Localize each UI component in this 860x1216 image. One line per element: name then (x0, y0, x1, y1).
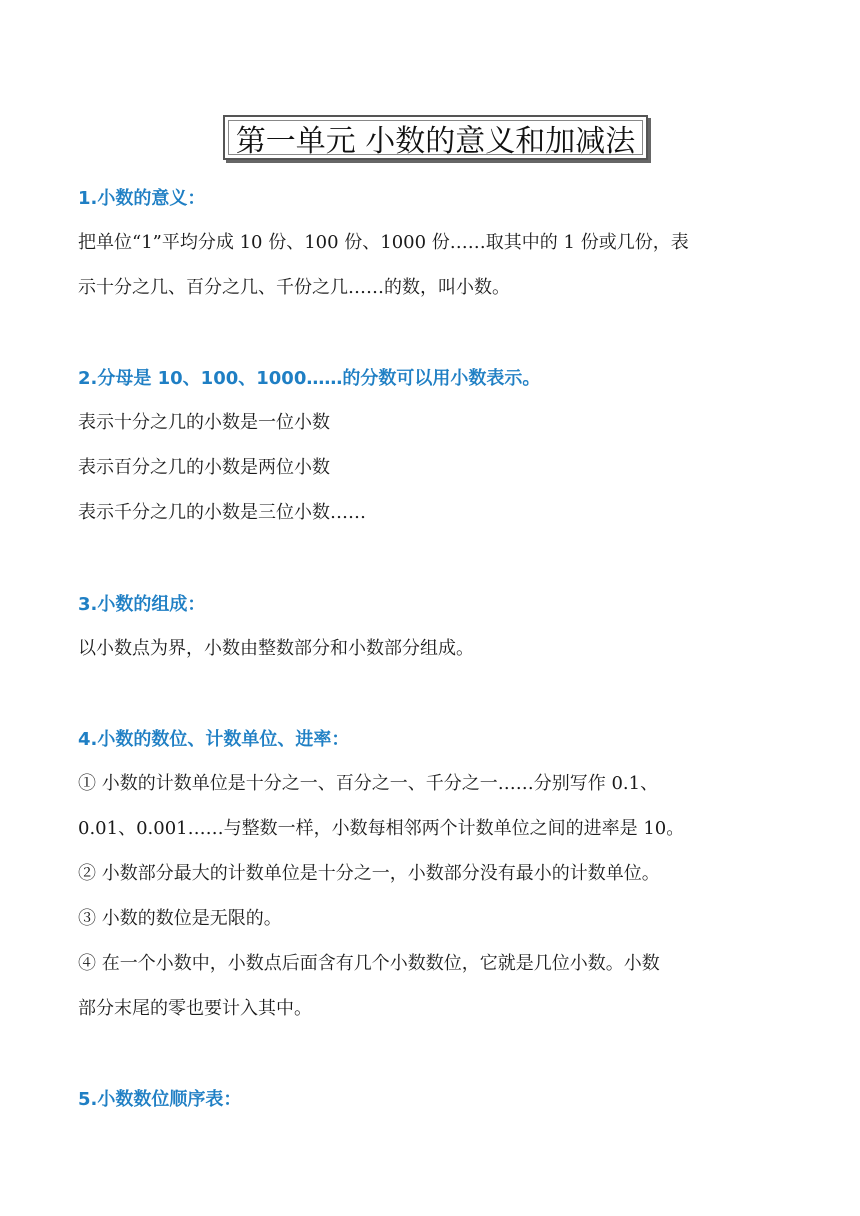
section-4-line-4: ③ 小数的数位是无限的。 (78, 908, 282, 929)
section-1-heading: 1.小数的意义： (78, 188, 206, 209)
section-2-heading: 2.分母是 10、100、1000……的分数可以用小数表示。 (78, 368, 541, 389)
section-2-line-2: 表示百分之几的小数是两位小数 (78, 457, 330, 478)
section-2-line-3: 表示千分之几的小数是三位小数…… (78, 502, 366, 523)
section-3-line-1: 以小数点为界，小数由整数部分和小数部分组成。 (78, 638, 474, 659)
title-box (223, 115, 648, 160)
section-4-heading: 4.小数的数位、计数单位、进率： (78, 729, 350, 750)
section-5-heading: 5.小数数位顺序表： (78, 1089, 242, 1110)
section-4-line-6: 部分末尾的零也要计入其中。 (78, 998, 312, 1019)
page-title: 第一单元 小数的意义和加减法 (235, 123, 636, 159)
section-2-line-1: 表示十分之几的小数是一位小数 (78, 412, 330, 433)
section-3-heading: 3.小数的组成： (78, 594, 206, 615)
section-4-line-2: 0.01、0.001……与整数一样，小数每相邻两个计数单位之间的进率是 10。 (78, 818, 685, 839)
section-4-line-3: ② 小数部分最大的计数单位是十分之一，小数部分没有最小的计数单位。 (78, 863, 660, 884)
section-4-line-5: ④ 在一个小数中，小数点后面含有几个小数数位，它就是几位小数。小数 (78, 953, 660, 974)
section-4-line-1: ① 小数的计数单位是十分之一、百分之一、千分之一……分别写作 0.1、 (78, 773, 659, 794)
section-1-line-1: 把单位“1”平均分成 10 份、100 份、1000 份……取其中的 1 份或几份，表 (78, 232, 689, 253)
section-1-line-2: 示十分之几、百分之几、千份之几……的数，叫小数。 (78, 277, 510, 298)
